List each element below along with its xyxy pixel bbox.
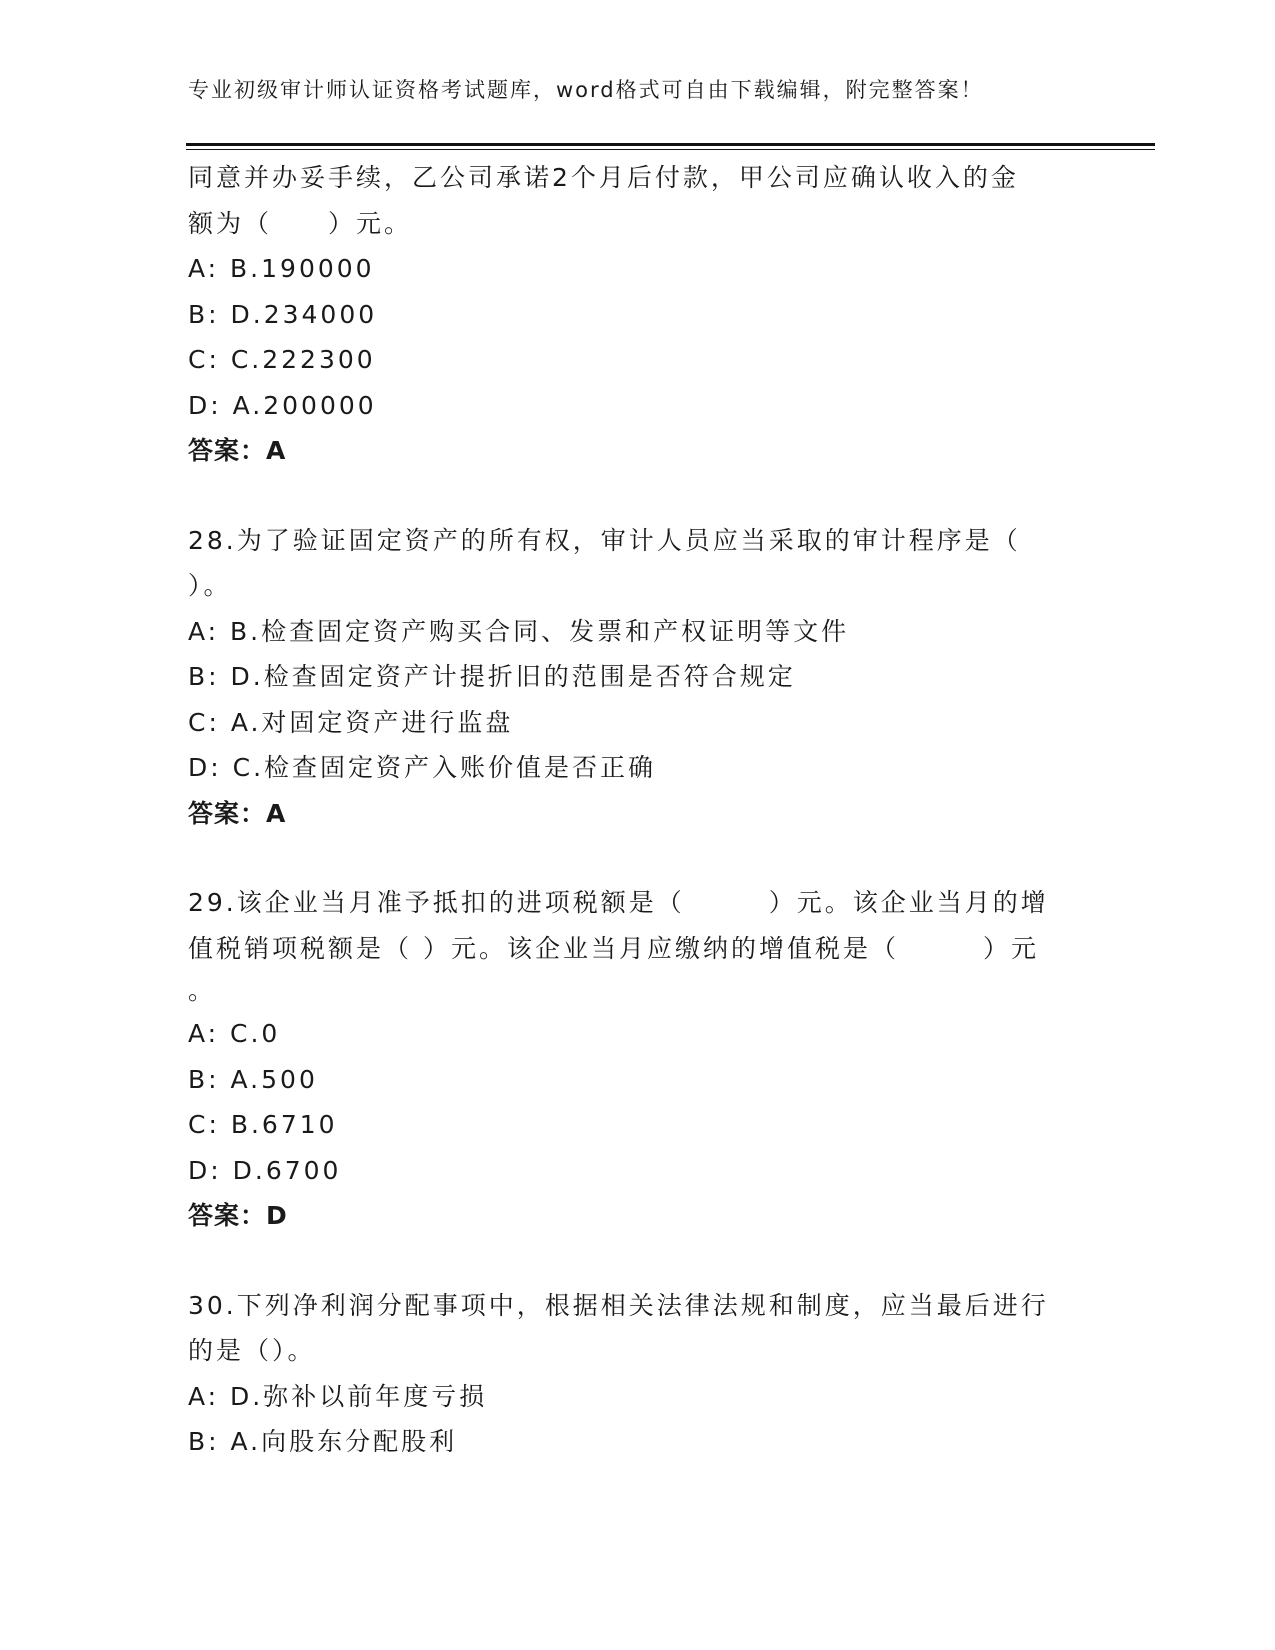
question-text: 30.下列净利润分配事项中，根据相关法律法规和制度，应当最后进行 [188,1290,1049,1320]
question-text: 28.为了验证固定资产的所有权，审计人员应当采取的审计程序是（ [188,525,1021,555]
option-a: A: C.0 [188,1019,281,1048]
option-d: D: D.6700 [188,1155,342,1185]
answer: 答案：A [188,798,287,828]
option-a: A: B.190000 [188,254,375,283]
question-30 [188,1283,1108,1465]
question-text: 。 [188,976,217,1005]
question-29 [188,880,1108,1239]
question-text: 的是（）。 [188,1336,316,1365]
header-rule-thick [186,143,1155,146]
question-27 [188,155,1108,474]
question-text: 值税销项税额是（ ）元。该企业当月应缴纳的增值税是（ ）元 [188,933,1039,963]
option-b: B: D.检查固定资产计提折旧的范围是否符合规定 [188,662,796,691]
option-b: B: D.234000 [188,299,378,329]
question-28 [188,518,1108,837]
question-text: ）。 [188,571,232,600]
option-c: C: B.6710 [188,1110,338,1139]
header-rule-thin [186,149,1155,150]
question-text: 额为（ ）元。 [188,208,413,238]
option-d: D: C.检查固定资产入账价值是否正确 [188,753,657,782]
question-text: 29.该企业当月准予抵扣的进项税额是（ ）元。该企业当月的增 [188,888,1049,917]
option-d: D: A.200000 [188,390,377,420]
option-c: C: C.222300 [188,345,376,374]
question-text: 同意并办妥手续，乙公司承诺2个月后付款，甲公司应确认收入的金 [188,163,1019,192]
option-b: B: A.500 [188,1064,318,1094]
option-a: A: D.弥补以前年度亏损 [188,1381,488,1411]
option-b: B: A.向股东分配股利 [188,1427,458,1456]
option-a: A: B.检查固定资产购买合同、发票和产权证明等文件 [188,616,850,646]
answer: 答案：D [188,1201,288,1230]
page-header: 专业初级审计师认证资格考试题库，word格式可自由下载编辑，附完整答案！ [188,78,984,102]
document-body [188,155,1108,1465]
option-c: C: A.对固定资产进行监盘 [188,707,514,737]
answer: 答案：A [188,436,287,465]
